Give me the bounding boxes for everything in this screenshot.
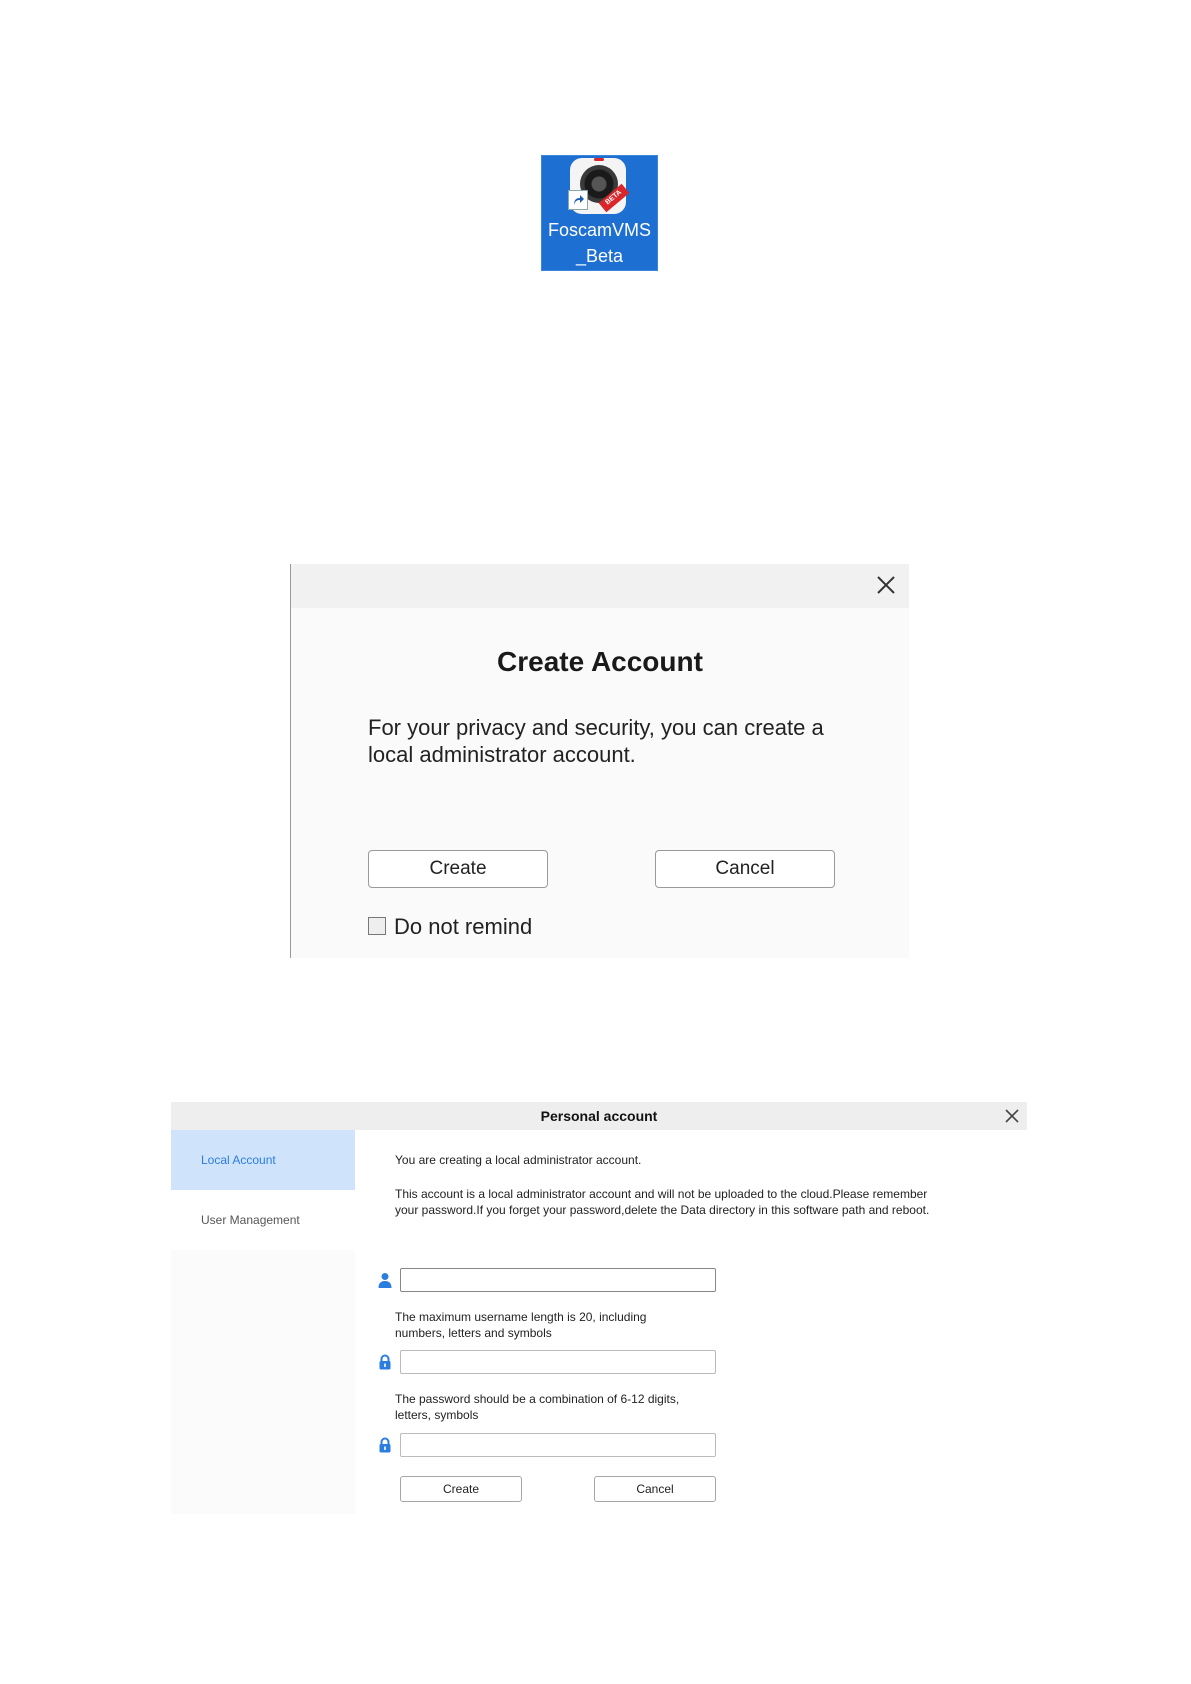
dialog-title: Personal account bbox=[540, 1108, 658, 1124]
dialog-titlebar bbox=[291, 564, 909, 608]
notice-line-1: This account is a local administrator account and will not be uploaded to the cloud.Please remember bbox=[395, 1187, 928, 1201]
intro-text: You are creating a local administrator account. bbox=[395, 1153, 642, 1167]
lock-icon bbox=[377, 1354, 393, 1370]
username-input[interactable] bbox=[400, 1268, 716, 1292]
cancel-button[interactable]: Cancel bbox=[655, 850, 835, 888]
sidebar-item-user-management[interactable]: User Management bbox=[171, 1190, 355, 1250]
personal-account-dialog bbox=[171, 1102, 1027, 1514]
dialog-title: Create Account bbox=[497, 646, 703, 677]
beta-badge: BETA bbox=[599, 184, 630, 212]
user-icon bbox=[377, 1272, 393, 1288]
foscamvms-shortcut[interactable] bbox=[541, 155, 658, 271]
password-hint-line-2: letters, symbols bbox=[395, 1408, 479, 1422]
do-not-remind-label: Do not remind bbox=[394, 914, 533, 939]
dialog-titlebar bbox=[171, 1102, 1027, 1130]
sidebar-item-local-account[interactable]: Local Account bbox=[171, 1130, 355, 1190]
dialog-message: For your privacy and security, you can create a local administrator account. bbox=[368, 715, 824, 767]
confirm-password-input[interactable] bbox=[400, 1433, 716, 1457]
create-button[interactable]: Create bbox=[400, 1476, 522, 1502]
notice-line-2: your password.If you forget your password,delete the Data directory in this software path and reboot. bbox=[395, 1203, 930, 1217]
username-hint-line-1: The maximum username length is 20, including bbox=[395, 1310, 647, 1324]
cancel-button[interactable]: Cancel bbox=[594, 1476, 716, 1502]
do-not-remind-checkbox[interactable] bbox=[368, 917, 386, 935]
shortcut-arrow-icon bbox=[568, 190, 588, 210]
create-button[interactable]: Create bbox=[368, 850, 548, 888]
sidebar bbox=[171, 1130, 355, 1514]
lock-icon bbox=[377, 1437, 393, 1453]
password-input[interactable] bbox=[400, 1350, 716, 1374]
password-hint-line-1: The password should be a combination of 6-12 digits, bbox=[395, 1392, 680, 1406]
close-icon[interactable] bbox=[1003, 1107, 1021, 1125]
close-icon[interactable] bbox=[873, 572, 899, 598]
shortcut-label: FoscamVMS _Beta bbox=[547, 220, 652, 266]
create-account-dialog bbox=[290, 564, 909, 958]
username-hint-line-2: numbers, letters and symbols bbox=[395, 1326, 552, 1340]
